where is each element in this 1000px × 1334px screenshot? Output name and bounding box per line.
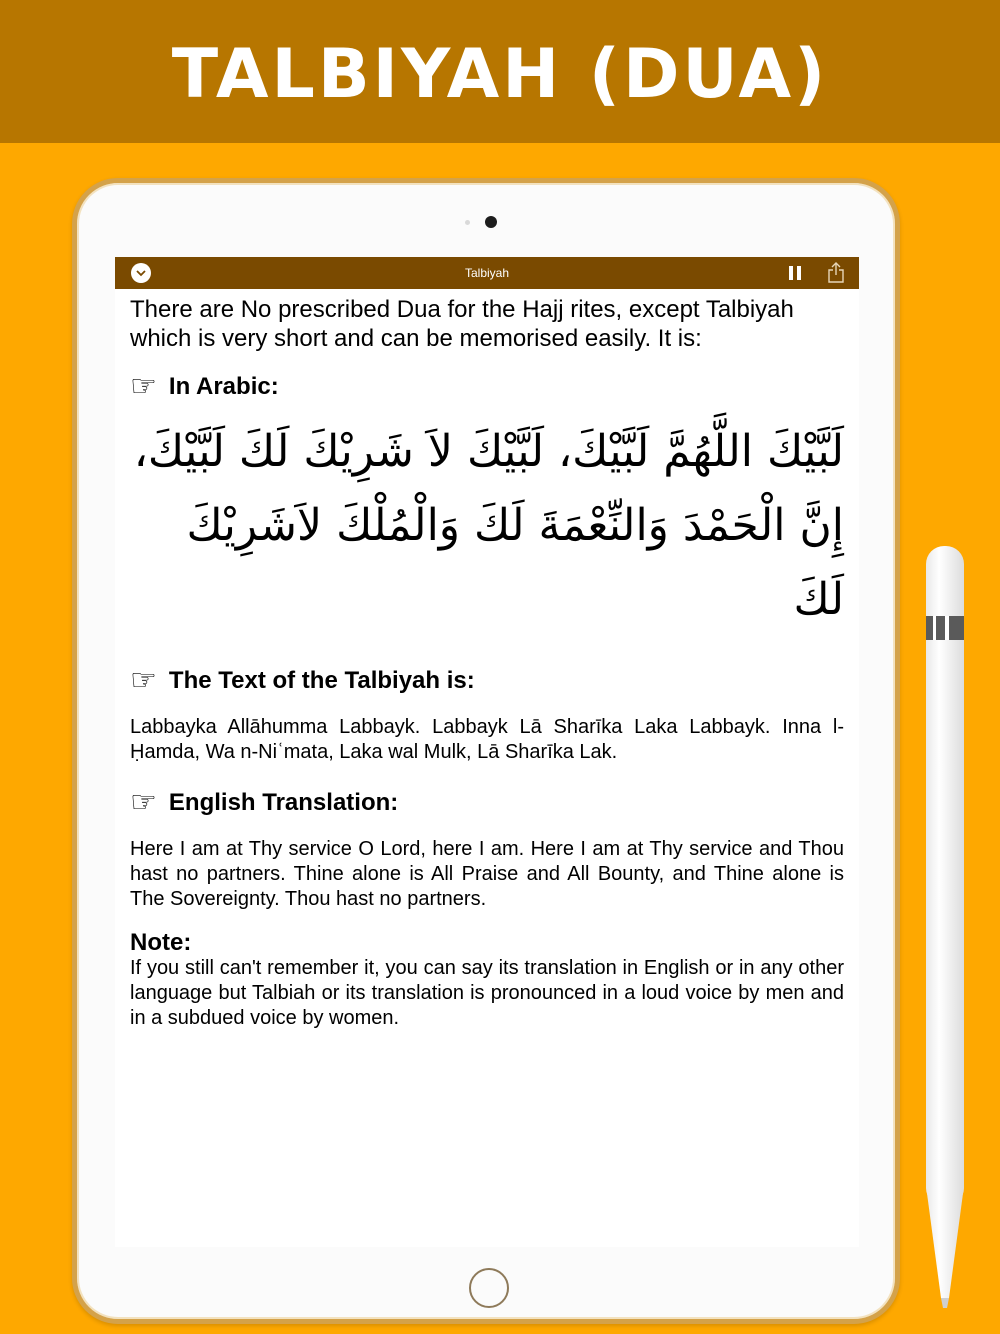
arabic-line-2: إِنَّ الْحَمْدَ وَالنِّعْمَةَ لَكَ وَالْمُلْكَ لاَشَرِيْكَ لَكَ [186,500,844,625]
translation-heading [130,785,844,820]
navigation-bar [115,257,859,289]
promo-banner [0,0,1000,143]
intro-text: There are No prescribed Dua for the Hajj rites, except Talbiyah which is very short and can be memorised easily. It is: [130,296,794,352]
nav-title: Talbiyah [464,266,510,280]
apple-pencil [925,546,965,1308]
note-text: If you still can't remember it, you can say its translation in English or in any other language but Talbiah or its translation is pronounced in a loud voice by men and in a subdued voice by women. [130,957,844,1029]
pointing-hand-icon: ☞ [130,785,157,820]
pointing-hand-icon: ☞ [130,663,157,698]
text-heading [130,663,844,698]
arabic-dua [130,415,844,637]
note-title: Note: [130,929,192,956]
ipad-frame [72,178,900,1324]
text-heading-label: The Text of the Talbiyah is: [168,667,475,694]
arabic-heading [130,369,844,404]
sensor-dot [465,220,470,225]
pause-icon[interactable] [789,266,801,280]
article-content [115,289,859,1031]
home-button[interactable] [469,1268,509,1308]
transliteration-text: Labbayka Allāhumma Labbayk. Labbayk Lā Sharīka Laka Labbayk. Inna l-Ḥamda, Wa n-Niʿmata, Laka wal Mulk, Lā Sharīka Lak. [130,716,844,763]
banner-title: TALBIYAH (DUA) [171,35,829,114]
arabic-heading-label: In Arabic: [168,373,279,400]
arabic-line-1: لَبَّيْكَ اللَّهُمَّ لَبَّيْكَ، لَبَّيْكَ لاَ شَرِيْكَ لَكَ لَبَّيْكَ، [133,426,844,477]
app-screen [115,257,859,1247]
pointing-hand-icon: ☞ [130,369,157,404]
share-icon[interactable] [827,262,845,284]
translation-text: Here I am at Thy service O Lord, here I am. Here I am at Thy service and Thou hast no partners. Thine alone is All Praise and All Bounty, and Thine alone is The Sovereignty. Thou hast no partners. [130,838,844,910]
chevron-down-icon[interactable] [131,263,151,283]
camera-icon [485,216,497,228]
translation-heading-label: English Translation: [168,789,399,816]
